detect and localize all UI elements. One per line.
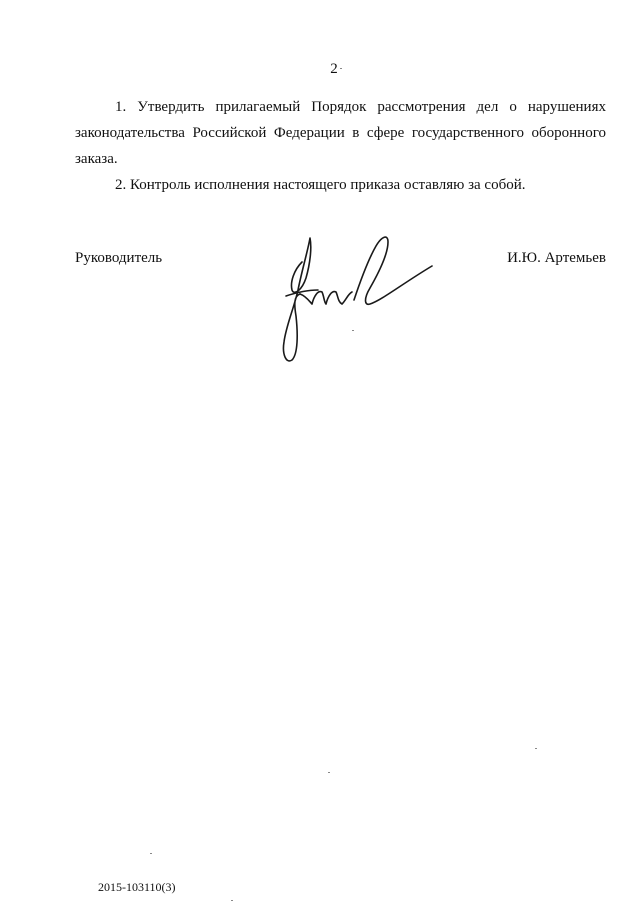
signer-position: Руководитель xyxy=(75,250,163,266)
scan-speck xyxy=(231,900,233,901)
scan-speck xyxy=(352,330,354,331)
page-number: 2 xyxy=(330,61,338,77)
scan-speck xyxy=(535,748,537,749)
scan-speck xyxy=(340,68,342,69)
handwritten-signature xyxy=(272,230,442,370)
scan-speck xyxy=(328,772,330,773)
signer-name: И.Ю. Артемьев xyxy=(507,250,606,266)
document-id: 2015-103110(3) xyxy=(98,880,176,894)
paragraph-2: 2. Контроль исполнения настоящего приказа оставляю за собой. xyxy=(115,177,526,193)
paragraph-1: 1. Утвердить прилагаемый Порядок рассмотрения дел о нарушениях законодательства Российской Федерации в сфере государственного оборонного заказа. xyxy=(75,99,606,167)
body-text xyxy=(75,94,606,198)
scan-speck xyxy=(150,853,152,854)
